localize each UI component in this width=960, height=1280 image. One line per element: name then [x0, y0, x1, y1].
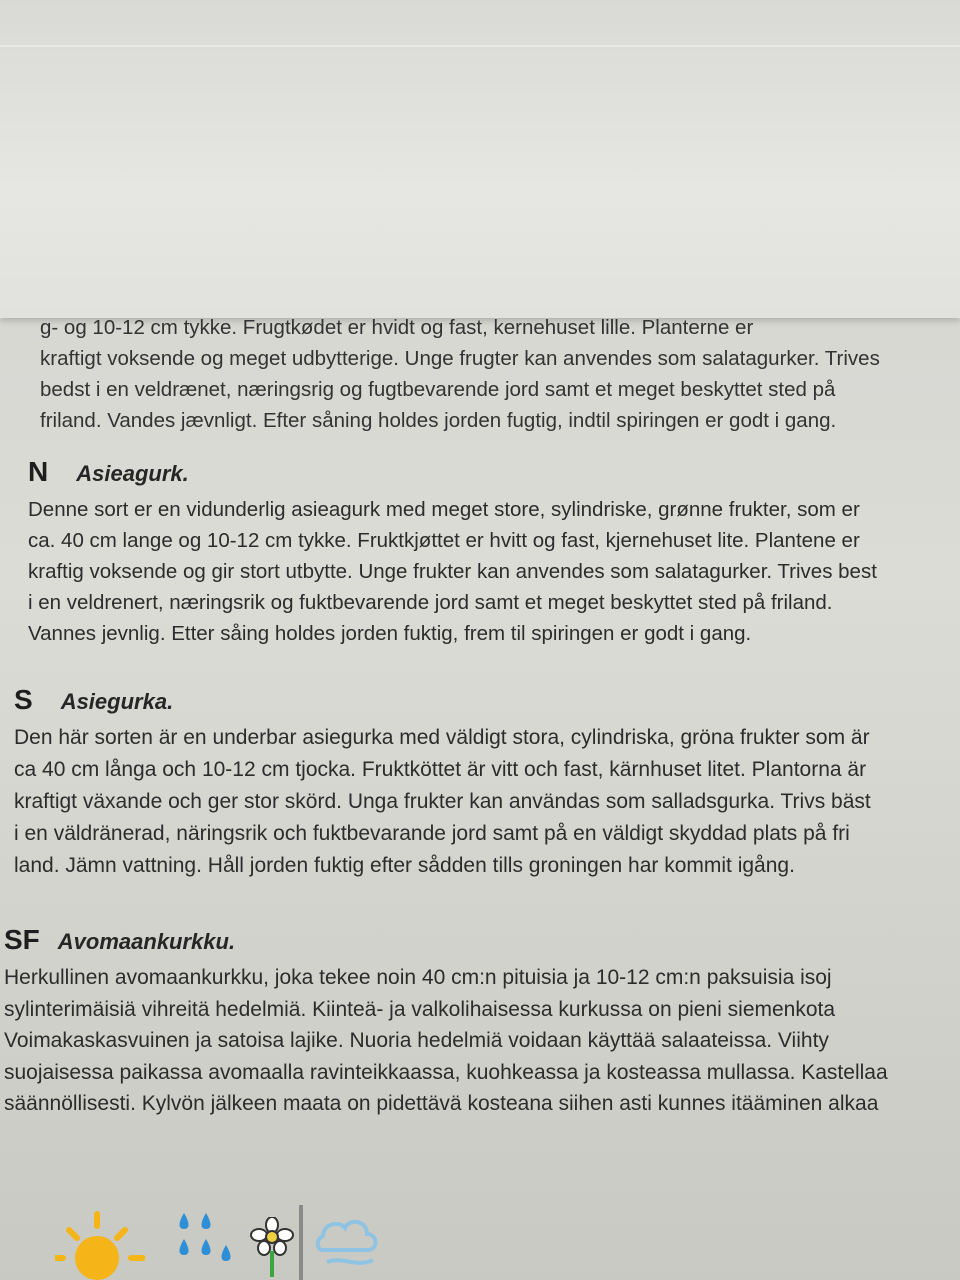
text-line: säännöllisesti. Kylvön jälkeen maata on pidettävä kosteana siihen asti kunnes itääminen alkaa [4, 1092, 879, 1115]
text-line: suojaisessa paikassa avomaalla ravinteikkaassa, kuohkeassa ja kosteassa mullassa. Kastellaa [4, 1060, 888, 1084]
swedish-body [14, 722, 960, 882]
text-line: ca 40 cm långa och 10-12 cm tjocka. Fruktköttet är vitt och fast, kärnhuset litet. Plantorna är [14, 758, 867, 781]
section-norwegian [28, 456, 960, 649]
finnish-heading-row [4, 924, 960, 956]
text-line: i en veldrenert, næringsrik og fuktbevarende jord samt et meget beskyttet sted på friland. [28, 591, 833, 614]
text-line: Den här sorten är en underbar asiegurka med väldigt stora, cylindriska, gröna frukter som är [14, 726, 870, 749]
section-title-no: Asieagurk. [76, 461, 189, 486]
danish-body [40, 312, 960, 436]
sun-icon [55, 1210, 145, 1280]
flower-icon [247, 1217, 297, 1277]
text-line: Herkullinen avomaankurkku, joka tekee noin 40 cm:n pituisia ja 10-12 cm:n paksuisia isoj [4, 966, 832, 989]
norwegian-body [28, 494, 960, 649]
section-swedish [14, 684, 960, 882]
text-line: land. Jämn vattning. Håll jorden fuktig efter sådden tills groningen har kommit igång. [14, 854, 795, 877]
text-line: Denne sort er en vidunderlig asieagurk med meget store, sylindriske, grønne frukter, som er [28, 498, 860, 521]
section-finnish [4, 924, 960, 1120]
icon-divider [299, 1205, 303, 1280]
language-code-fi: SF [4, 924, 40, 955]
rain-icon [170, 1205, 240, 1275]
text-line: kraftigt växande och ger stor skörd. Unga frukter kan användas som salladsgurka. Trivs bäst [14, 790, 871, 813]
section-title-fi: Avomaankurkku. [57, 929, 236, 954]
section-title-sv: Asiegurka. [60, 689, 174, 714]
finnish-body [4, 962, 960, 1120]
text-line: kraftigt voksende og meget udbytterige. Unge frugter kan anvendes som salatagurker. Trives [40, 347, 880, 370]
text-line: g- og 10-12 cm tykke. Frugtkødet er hvidt og fast, kernehuset lille. Planterne er [40, 316, 754, 339]
text-line: kraftig voksende og gir stort utbytte. Unge frukter kan anvendes som salatagurker. Trives best [28, 560, 877, 583]
language-code-sv: S [14, 684, 33, 715]
text-line: Voimakaskasvuinen ja satoisa lajike. Nuoria hedelmiä voidaan käyttää salaateissa. Viihty [4, 1029, 829, 1052]
care-icons-row [55, 1195, 395, 1280]
norwegian-heading-row [28, 456, 960, 488]
section-danish [40, 312, 960, 436]
text-line: sylinterimäisiä vihreitä hedelmiä. Kiinteä- ja valkolihaisessa kurkussa on pieni siemenkota [4, 997, 836, 1021]
cloud-icon [313, 1210, 383, 1280]
text-line: friland. Vandes jævnligt. Efter såning holdes jorden fugtig, indtil spiringen er godt i gang. [40, 409, 837, 432]
text-line: Vannes jevnlig. Etter såing holdes jorden fuktig, frem til spiringen er godt i gang. [28, 622, 752, 645]
text-line: ca. 40 cm lange og 10-12 cm tykke. Fruktkjøttet er hvitt og fast, kjernehuset lite. Plantene er [28, 529, 860, 552]
language-code-no: N [28, 456, 49, 487]
text-line: bedst i en veldrænet, næringsrig og fugtbevarende jord samt et meget beskyttet sted på [40, 378, 836, 401]
text-line: i en väldränerad, näringsrik och fuktbevarande jord samt på en väldigt skyddad plats på fri [14, 822, 850, 845]
swedish-heading-row [14, 684, 960, 716]
